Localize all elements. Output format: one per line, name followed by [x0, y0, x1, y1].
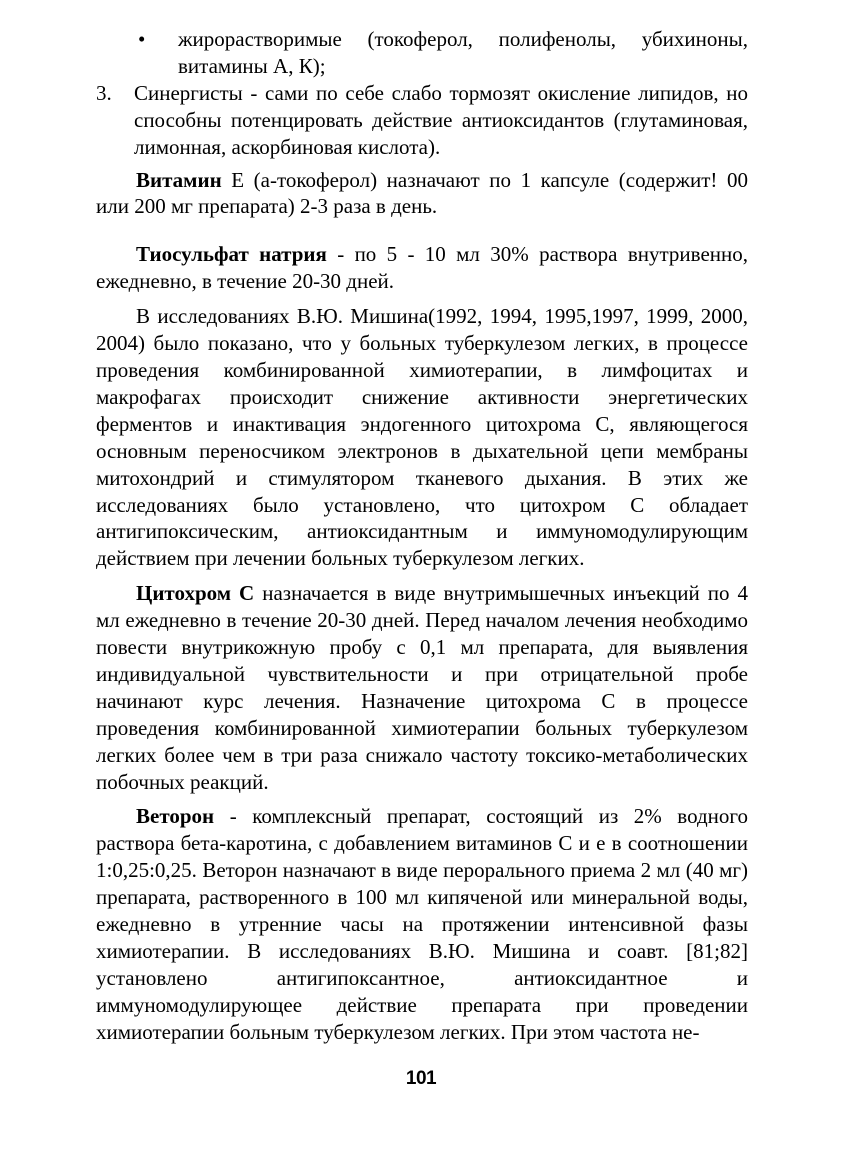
paragraph-sodium-thiosulfate — [96, 241, 748, 295]
paragraph-term: Витамин — [136, 167, 222, 192]
paragraph-text: Е (а-токоферол) назначают по 1 капсуле (содержит! 00 или 200 мг препарата) 2-3 раза в день. — [96, 167, 748, 219]
paragraph-vitamin-e — [96, 167, 748, 221]
page-number: 101 — [405, 1068, 437, 1089]
paragraph-term: Веторон — [136, 804, 215, 829]
list-number: 3. — [96, 80, 112, 105]
paragraph-text: назначается в виде внутримышечных инъекций по 4 мл ежедневно в течение 20-30 дней. Перед началом лечения необходимо повести внутрикожную пробу с 0,1 мл препарата, для выявления индивидуальной чувствительности и при отрицательной пробе начинают курс лечения. Назначение цитохрома С в процессе проведения комбинированной химиотерапии больных туберкулезом легких более чем в три раза снижало частоту токсико-метаболических побочных реакций. — [96, 581, 748, 794]
paragraph-cytochrome-c — [96, 580, 748, 795]
paragraph-text: В исследованиях В.Ю. Мишина(1992, 1994, 1995,1997, 1999, 2000, 2004) было показано, что у больных туберкулезом легких, в процессе проведения комбинированной химиотерапии, в лимфоцитах и макрофагах происходит снижение активности энергетических ферментов и инактивация эндогенного цитохрома С, являющегося основным переносчиком электронов в дыхательной цепи мембраны митохондрий и стимулятором тканевого дыхания. В этих же исследованиях было установлено, что цитохром С обладает антигипоксическим, антиоксидантным и иммуномодулирующим действием при лечении больных туберкулезом легких. — [96, 304, 748, 571]
paragraph-text: - комплексный препарат, состоящий из 2% водного раствора бета-каротина, с добавлением витаминов С и е в соотношении 1:0,25:0,25. Веторон назначают в виде перорального приема 2 мл (40 мг) препарата, растворенного в 100 мл кипяченой или минеральной воды, ежедневно в утренние часы на протяжении интенсивной фазы химиотерапии. В исследованиях В.Ю. Мишина и соавт. [81;82] установлено антигипоксантное, антиоксидантное и иммуномодулирующее действие препарата при проведении химиотерапии больным туберкулезом легких. При этом частота не- — [96, 804, 748, 1044]
list-item-text: Синергисты - сами по себе слабо тормозят окисление липидов, но способны потенцировать действие антиоксидантов (глутаминовая, лимонная, аскорбиновая кислота). — [134, 80, 748, 159]
page-body — [96, 26, 748, 1046]
paragraph-text: - по 5 - 10 мл 30% раствора внутривенно, ежедневно, в течение 20-30 дней. — [96, 242, 748, 294]
bullet-marker: • — [138, 27, 146, 51]
numbered-list-item — [96, 80, 748, 161]
paragraph-term: Тиосульфат натрия — [136, 242, 327, 267]
paragraph-research — [96, 303, 748, 572]
list-item — [96, 26, 748, 80]
list-item-text: жирорастворимые (токоферол, полифенолы, убихиноны, витамины А, К); — [178, 27, 748, 78]
paragraph-term: Цитохром С — [136, 581, 255, 606]
paragraph-veteron — [96, 803, 748, 1045]
